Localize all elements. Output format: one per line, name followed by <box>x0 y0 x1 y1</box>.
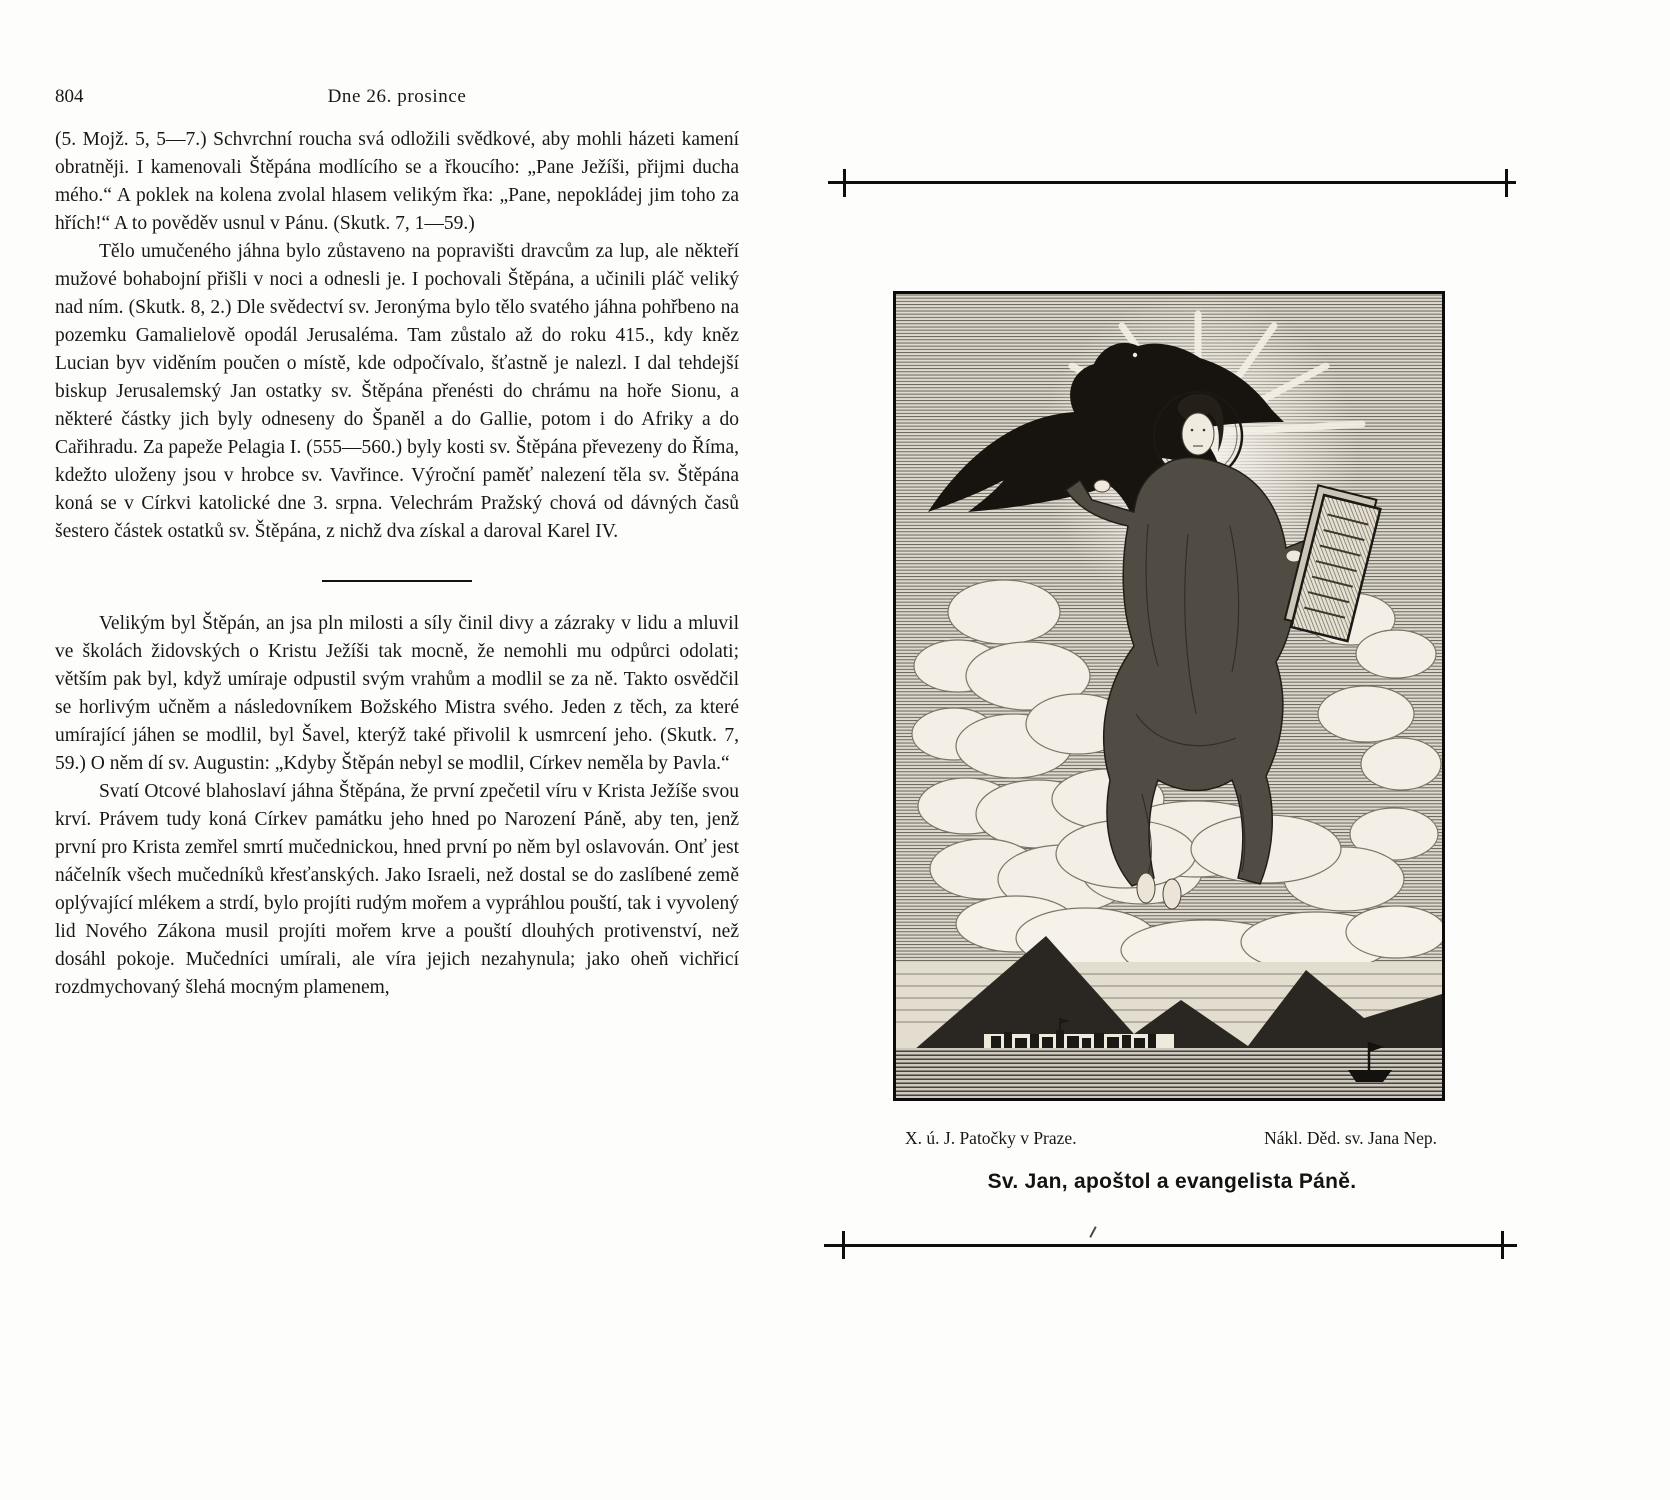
plate-credit-right: Nákl. Děd. sv. Jana Nep. <box>1264 1128 1437 1148</box>
engraving-frame <box>893 291 1445 1101</box>
face <box>1182 413 1214 455</box>
plate-top-rule <box>828 181 1516 184</box>
plate-caption: Sv. Jan, apoštol a evangelista Páně. <box>987 1170 1357 1193</box>
register-tick-top-right <box>1505 169 1508 197</box>
plate-credit-left: X. ú. J. Patočky v Praze. <box>905 1128 1077 1148</box>
foot <box>1137 873 1155 903</box>
paragraph-2: Tělo umučeného jáhna bylo zůstaveno na popravišti dravcům za lup, ale někteří mužové bohabojní přišli v noci a odnesli je. I pochovali Štěpána, a učinili pláč veliký nad ním. (Skutk. 8, 2.) Dle svědectví sv. Jeronýma bylo tělo svatého jáhna pohřbeno na pozemku Gamalielově opodál Jerusaléma. Tam zůstalo až do roku 415., kdy kněz Lucian byv viděním poučen o místě, kde odpočívalo, šťastně je nalezl. I dal tehdejší biskup Jerusalemský Jan ostatky sv. Štěpána přenésti do chrámu na hoře Sionu, a některé částky jich byly odneseny do Španěl a do Gallie, potom i do Afriky a do Cařihradu. Za papeže Pelagia I. (555—560.) byly kosti sv. Štěpána převezeny do Říma, kdežto uloženy jsou v hrobce sv. Vavřince. Výroční paměť nalezení těla sv. Štěpána koná se v Církvi katolické dne 3. srpna. Velechrám Pražský chová od dávných časů šestero částek ostatků sv. Štěpána, z nichž dva získal a daroval Karel IV. <box>55 241 739 542</box>
register-tick-bottom-left <box>842 1231 845 1259</box>
foot <box>1163 879 1181 909</box>
paragraph-4: Svatí Otcové blahoslaví jáhna Štěpána, že první zpečetil víru v Krista Ježíše svou krví. Právem tudy koná Církev památku jeho hned po Narození Páně, aby ten, jenž první pro Krista zemřel smrtí mučednickou, hned první po něm byl oslavován. Onť jest náčelník všech mučedníků křesťanských. Jako Israeli, než dostal se do zaslíbené země oplývající mlékem a strdí, bylo projíti rudým mořem a vypráhlou pouští, tak i vyvolený lid Nového Zákona musil projíti mořem krve a pouští dlouhých protivenství, než dosáhl pokoje. Mučedníci umírali, ale víra jejich nezahynula; jako oheň vichřicí rozdmychovaný šlehá mocným plamenem, <box>55 781 739 998</box>
left-hand <box>1094 480 1110 492</box>
text-column <box>55 126 739 1002</box>
printers-mark <box>1089 1226 1096 1238</box>
page-header <box>55 86 739 108</box>
st-john-engraving <box>896 294 1442 1098</box>
plate-bottom-rule <box>824 1244 1517 1247</box>
plate-credits <box>905 1128 1437 1149</box>
paragraph-1: (5. Mojž. 5, 5—7.) Schvrchní roucha svá odložili svědkové, aby mohli házeti kamení obratněji. I kamenovali Štěpána modlícího se a řkoucího: „Pane Ježíši, přijmi ducha mého.“ A poklek na kolena zvolal hlasem velikým řka: „Pane, nepokládej jim toho za hřích!“ A to pověděv usnul v Pánu. (Skutk. 7, 1—59.) <box>55 129 739 234</box>
page-number: 804 <box>55 86 84 107</box>
section-divider <box>322 580 472 582</box>
running-header: Dne 26. prosince <box>327 86 467 107</box>
register-tick-top-left <box>843 169 846 197</box>
register-tick-bottom-right <box>1501 1231 1504 1259</box>
paragraph-3: Velikým byl Štěpán, an jsa pln milosti a síly činil divy a zázraky v lidu a mluvil ve školách židovských o Kristu Ježíši tak mocně, že nemohli mu odpůrci odolati; větším pak byl, když umíraje odpustil svým vrahům a modlil se za ně. Takto osvědčil se horlivým učněm a následovníkem Božského Mistra svého. Jeden z těch, za které umírající jáhen se modlil, byl Šavel, kterýž také přivolil k usmrcení jeho. (Skutk. 7, 59.) O něm dí sv. Augustin: „Kdyby Štěpán nebyl se modlil, Církev neměla by Pavla.“ <box>55 613 739 774</box>
